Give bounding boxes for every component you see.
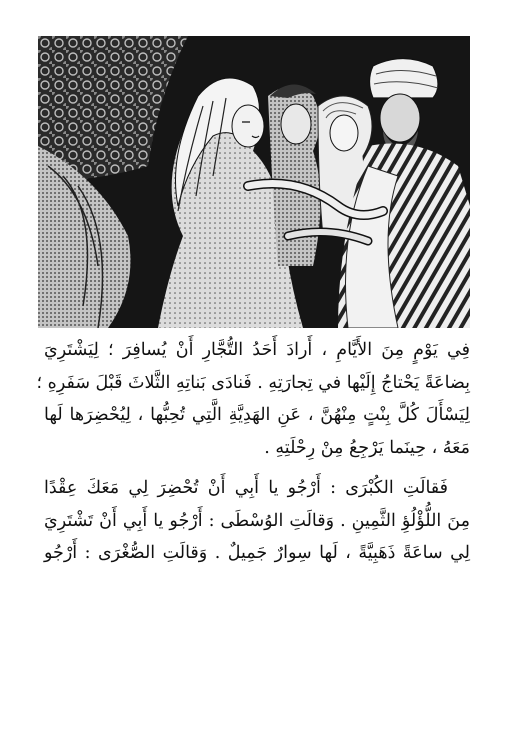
story-illustration: [38, 36, 470, 328]
text-line: لِي ساعَةً ذَهَبِيَّةً ، لَها سِوارٌ جَمِيلٌ . وَقالَتِ الصُّغْرَى : أَرْجُو: [44, 543, 470, 563]
paragraph: [44, 472, 470, 570]
paragraph: [36, 334, 470, 464]
text-line: بِضاعَةً يَحْتاجُ إِلَيْها في تِجارَتِهِ . فَنادَى بَناتِهِ الثَّلاثَ قَبْلَ سَفَرِهِ ؛: [36, 372, 470, 393]
text-line: مَعَهُ ، حِينَما يَرْجِعُ مِنْ رِحْلَتِهِ .: [264, 437, 470, 458]
text-line: لِيَسْأَلَ كُلَّ بِنْتٍ مِنْهُنَّ ، عَنِ الهَدِيَّةِ الَّتِي تُحِبُّها ، لِيُحْضِرَها لَها: [44, 405, 470, 425]
text-line: مِنَ اللُّؤْلُؤِ الثَّمِينِ . وَقالَتِ الوُسْطَى : أَرْجُو يا أَبِي أَنْ تَشْتَرِيَ: [44, 510, 470, 531]
text-line: فِي يَوْمٍ مِنَ الأَيَّامِ ، أَرادَ أَحَدُ التُّجَّارِ أَنْ يُسافِرَ ؛ لِيَشْتَرِيَ: [44, 340, 470, 360]
story-text: [36, 334, 470, 570]
text-line: فَقالَتِ الكُبْرَى : أَرْجُو يا أَبِي أَنْ تُحْضِرَ لِي مَعَكَ عِقْدًا: [44, 478, 448, 498]
merchant-and-three-daughters-illustration: [38, 36, 470, 328]
